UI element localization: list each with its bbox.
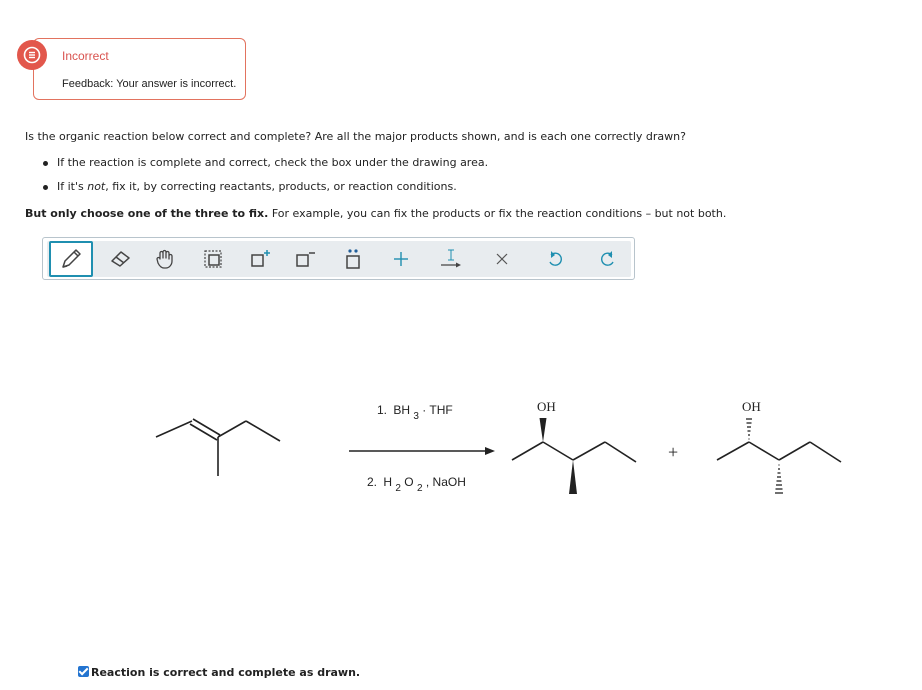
bullet-fix-suffix: , fix it, by correcting reactants, products, or reaction conditions. xyxy=(105,180,457,193)
condition-2-rest: , NaOH xyxy=(425,475,466,489)
choose-rest: For example, you can fix the products or fix the reaction conditions – but not both. xyxy=(268,207,727,220)
question-prompt: Is the organic reaction below correct and complete? Are all the major products shown, and is each one correctly drawn? xyxy=(25,130,686,143)
product-2-oh-label: OH xyxy=(742,399,761,414)
condition-2-subscript-2: 2 xyxy=(416,483,423,494)
condition-1-number: 1. xyxy=(377,403,388,417)
feedback-text: Feedback: Your answer is incorrect. xyxy=(62,78,237,90)
bullet-fix-not: not xyxy=(87,180,106,193)
condition-1[interactable] xyxy=(377,403,453,422)
reaction-arrow-head xyxy=(485,447,495,455)
bullet-fix-prefix: If it's xyxy=(57,180,88,193)
product-2-hash-bond-methyl xyxy=(775,465,783,493)
correct-checkbox-label[interactable]: Reaction is correct and complete as drawn. xyxy=(91,666,361,679)
correct-checkbox-row[interactable] xyxy=(78,666,360,679)
product-1-molecule[interactable] xyxy=(512,399,636,494)
feedback-title: Incorrect xyxy=(62,49,109,63)
condition-1-reagent: BH xyxy=(393,403,411,417)
condition-1-subscript: 3 xyxy=(413,411,419,422)
condition-2-subscript-1: 2 xyxy=(395,483,401,494)
product-1-wedge-methyl xyxy=(569,460,577,494)
correct-checkbox[interactable] xyxy=(78,666,89,677)
condition-2-number: 2. xyxy=(367,475,378,489)
condition-1-rest: · THF xyxy=(422,403,453,417)
products-plus-sign: + xyxy=(668,442,679,462)
product-1-wedge-bond xyxy=(540,418,547,442)
product-1-oh-label: OH xyxy=(537,399,556,414)
condition-2[interactable] xyxy=(367,475,466,494)
bullet-complete-text: If the reaction is complete and correct, check the box under the drawing area. xyxy=(57,156,489,169)
product-2-molecule[interactable] xyxy=(717,399,841,493)
condition-2-h: H xyxy=(383,475,393,489)
reactant-molecule[interactable] xyxy=(156,419,280,476)
choose-bold: But only choose one of the three to fix. xyxy=(25,207,269,220)
product-2-hash-bond-oh xyxy=(746,419,752,439)
condition-2-o: O xyxy=(404,475,414,489)
